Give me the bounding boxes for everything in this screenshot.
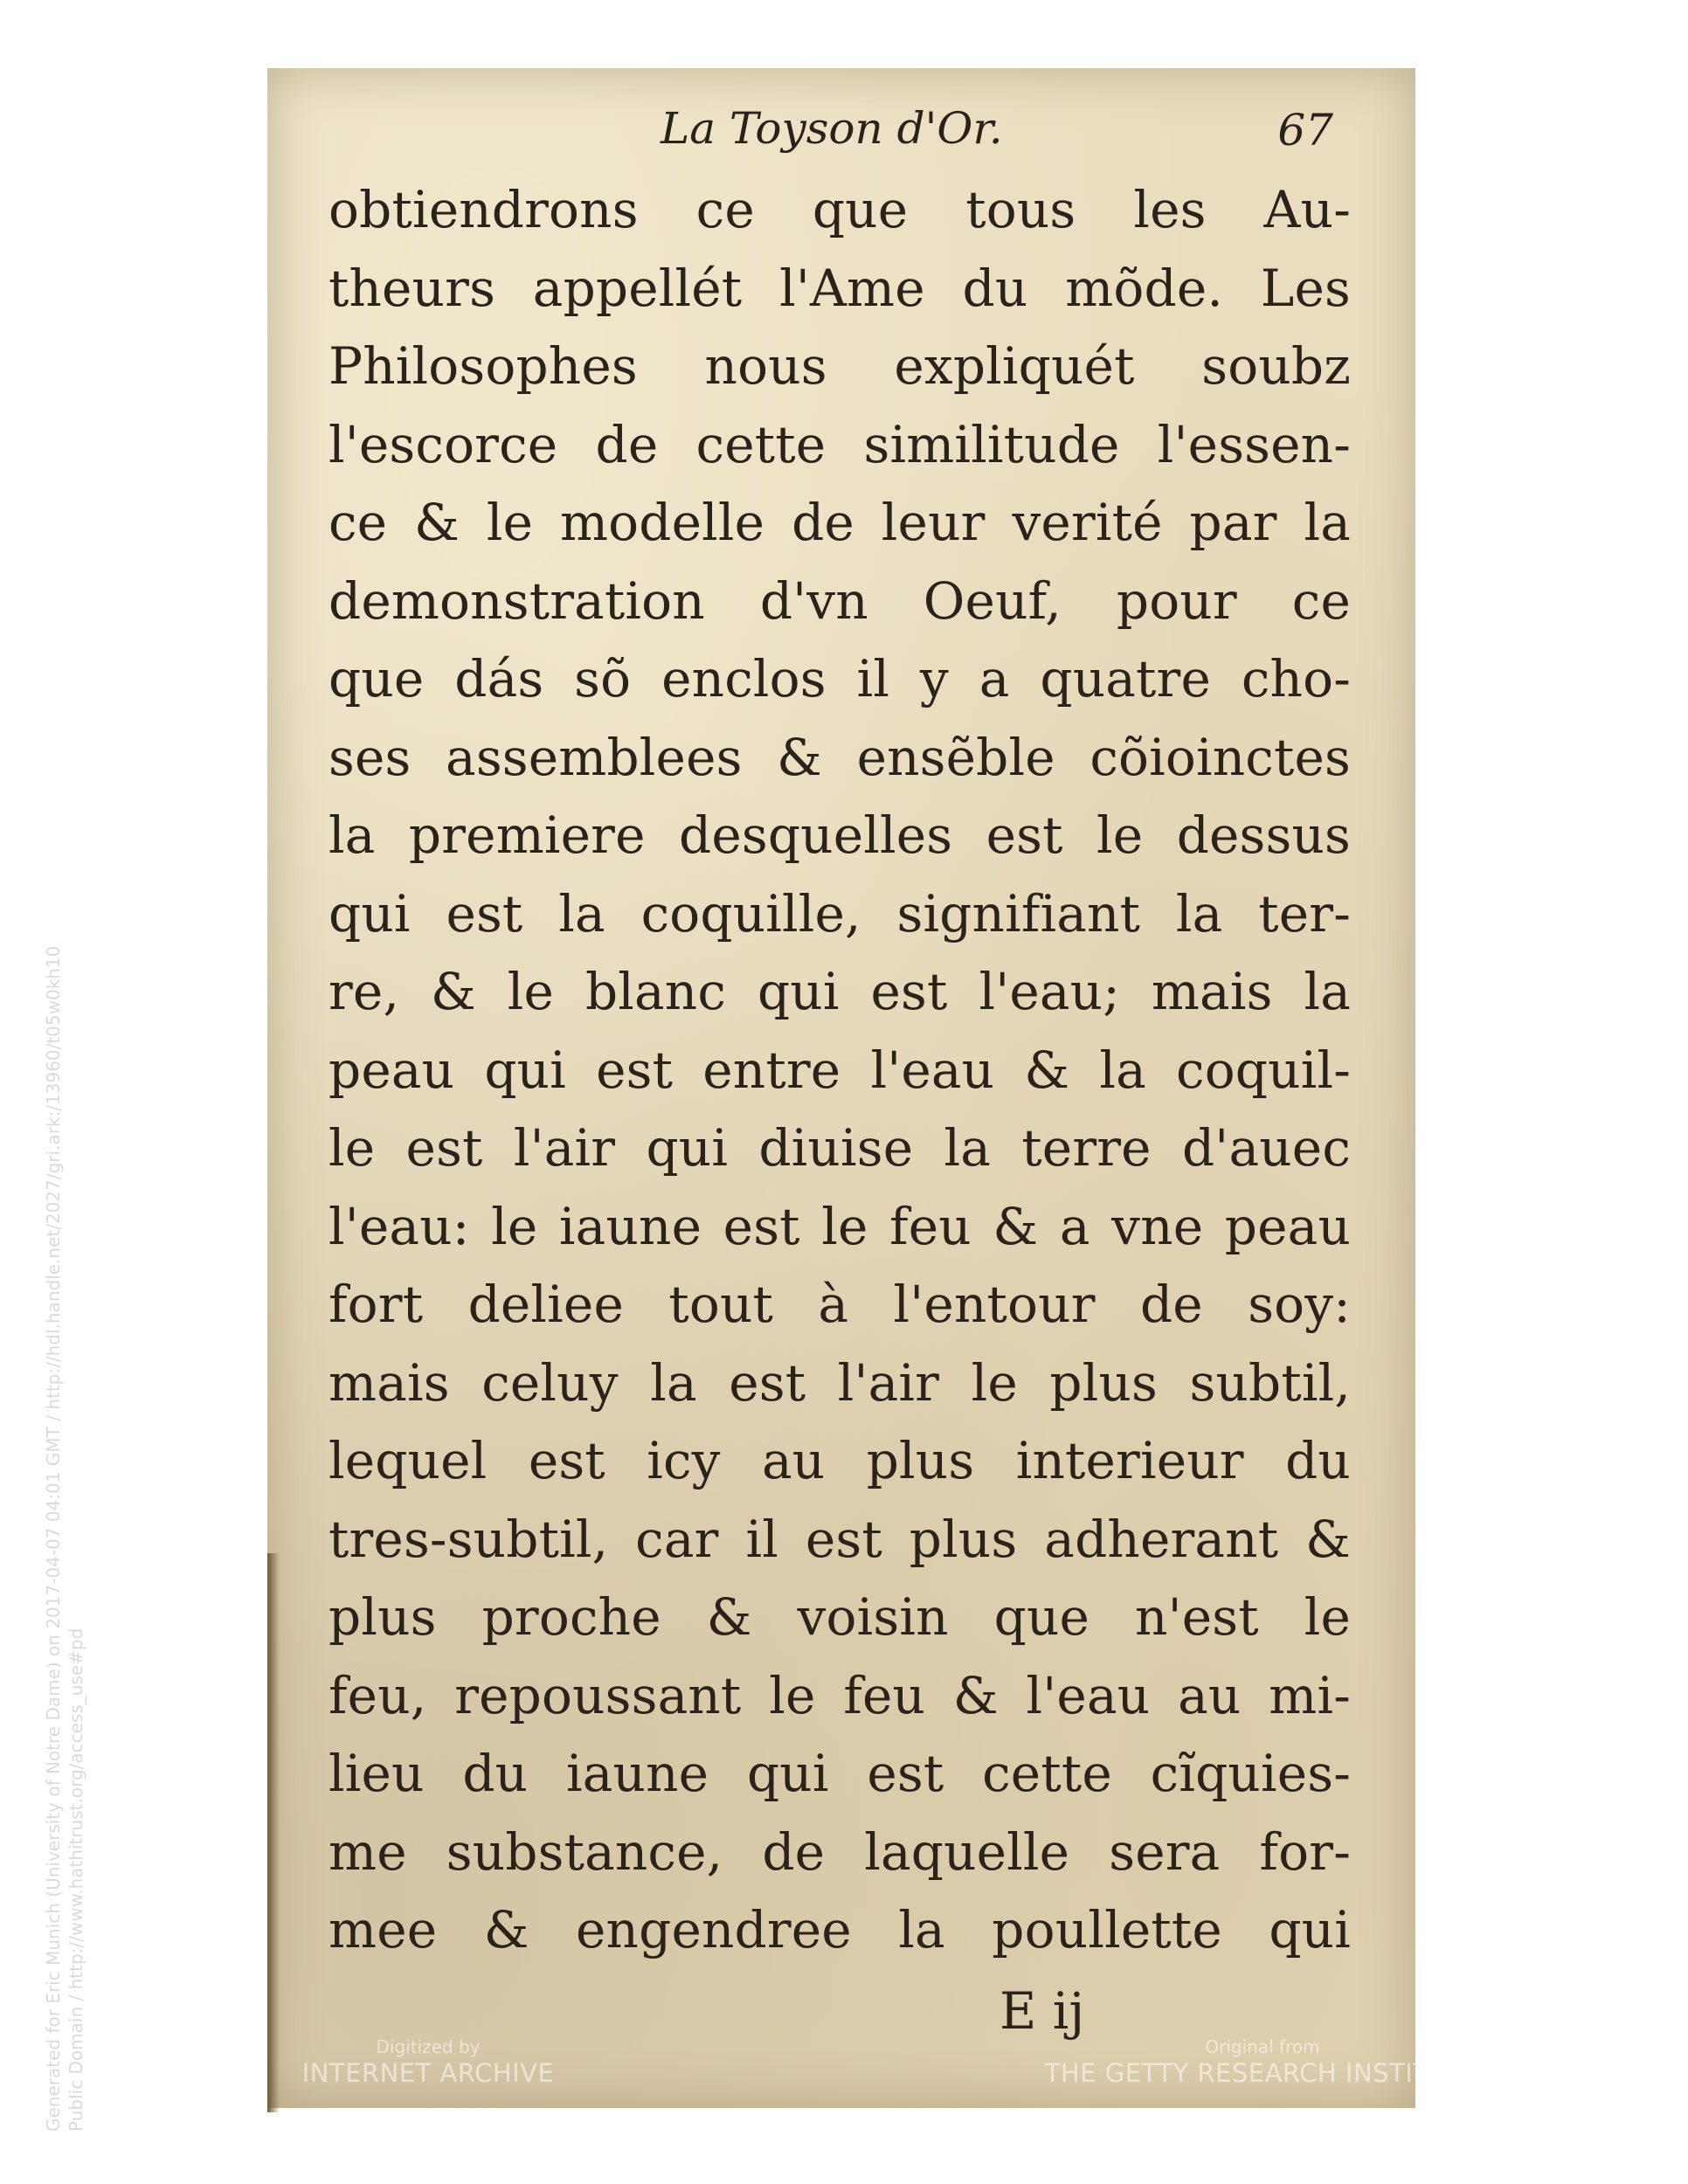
page-scan: [267, 68, 1415, 2108]
text-line: ses assemblees & ensẽble cõioinctes: [329, 727, 1351, 787]
running-head: [320, 103, 1351, 164]
text-line: lieu du iaune qui est cette cĩquies-: [329, 1744, 1351, 1803]
public-domain-note: Public Domain / http://www.hathitrust.org/access_use#pd: [66, 1628, 86, 2132]
text-line: le est l'air qui diuise la terre d'auec: [329, 1118, 1351, 1178]
getty-institute-label: THE GETTY RESEARCH INSTITUTE: [1044, 2058, 1481, 2088]
text-line: l'escorce de cette similitude l'essen-: [329, 414, 1351, 474]
digitized-by-stamp: [288, 2035, 568, 2088]
signature-mark: E ij: [1000, 1981, 1085, 2041]
text-line: feu, repoussant le feu & l'eau au mi-: [329, 1665, 1351, 1725]
text-line: Philosophes nous expliquét soubz: [329, 336, 1351, 396]
text-line: fort deliee tout à l'entour de soy:: [329, 1275, 1351, 1334]
text-line: obtiendrons ce que tous les Au-: [329, 180, 1351, 239]
running-title: La Toyson d'Or.: [661, 103, 1003, 154]
page-number: 67: [1277, 105, 1333, 156]
text-line: ce & le modelle de leur verité par la: [329, 493, 1351, 552]
text-line: theurs appellét l'Ame du mõde. Les: [329, 258, 1351, 318]
internet-archive-label: INTERNET ARCHIVE: [301, 2058, 555, 2088]
text-line: peau qui est entre l'eau & la coquil-: [329, 1040, 1351, 1100]
text-line: me substance, de laquelle sera for-: [329, 1821, 1351, 1882]
text-line: mais celuy la est l'air le plus subtil,: [329, 1352, 1351, 1413]
digitized-by-label: Digitized by: [376, 2036, 481, 2057]
text-line: que dás sõ enclos il y a quatre cho-: [329, 649, 1351, 708]
text-block: [329, 171, 1351, 1970]
text-line: re, & le blanc qui est l'eau; mais la: [329, 962, 1351, 1021]
text-line: mee & engendree la poullette qui: [329, 1900, 1351, 1959]
original-from-stamp: [1035, 2035, 1490, 2088]
original-from-label: Original from: [1205, 2036, 1320, 2057]
text-line: lequel est icy au plus interieur du: [329, 1431, 1351, 1490]
text-line: demonstration d'vn Oeuf, pour ce: [329, 570, 1351, 631]
text-line: plus proche & voisin que n'est le: [329, 1587, 1351, 1647]
text-line: l'eau: le iaune est le feu & a vne peau: [329, 1196, 1351, 1256]
text-line: la premiere desquelles est le dessus: [329, 805, 1351, 865]
text-line: tres-subtil, car il est plus adherant &: [329, 1509, 1351, 1569]
generation-note: Generated for Eric Munich (University of Notre Dame) on 2017-04-07 04:01 GMT / http://hdl.handle.net/2027/gri.ark:/13960/t05w0kh10: [43, 945, 64, 2132]
text-line: qui est la coquille, signifiant la ter-: [329, 883, 1351, 943]
